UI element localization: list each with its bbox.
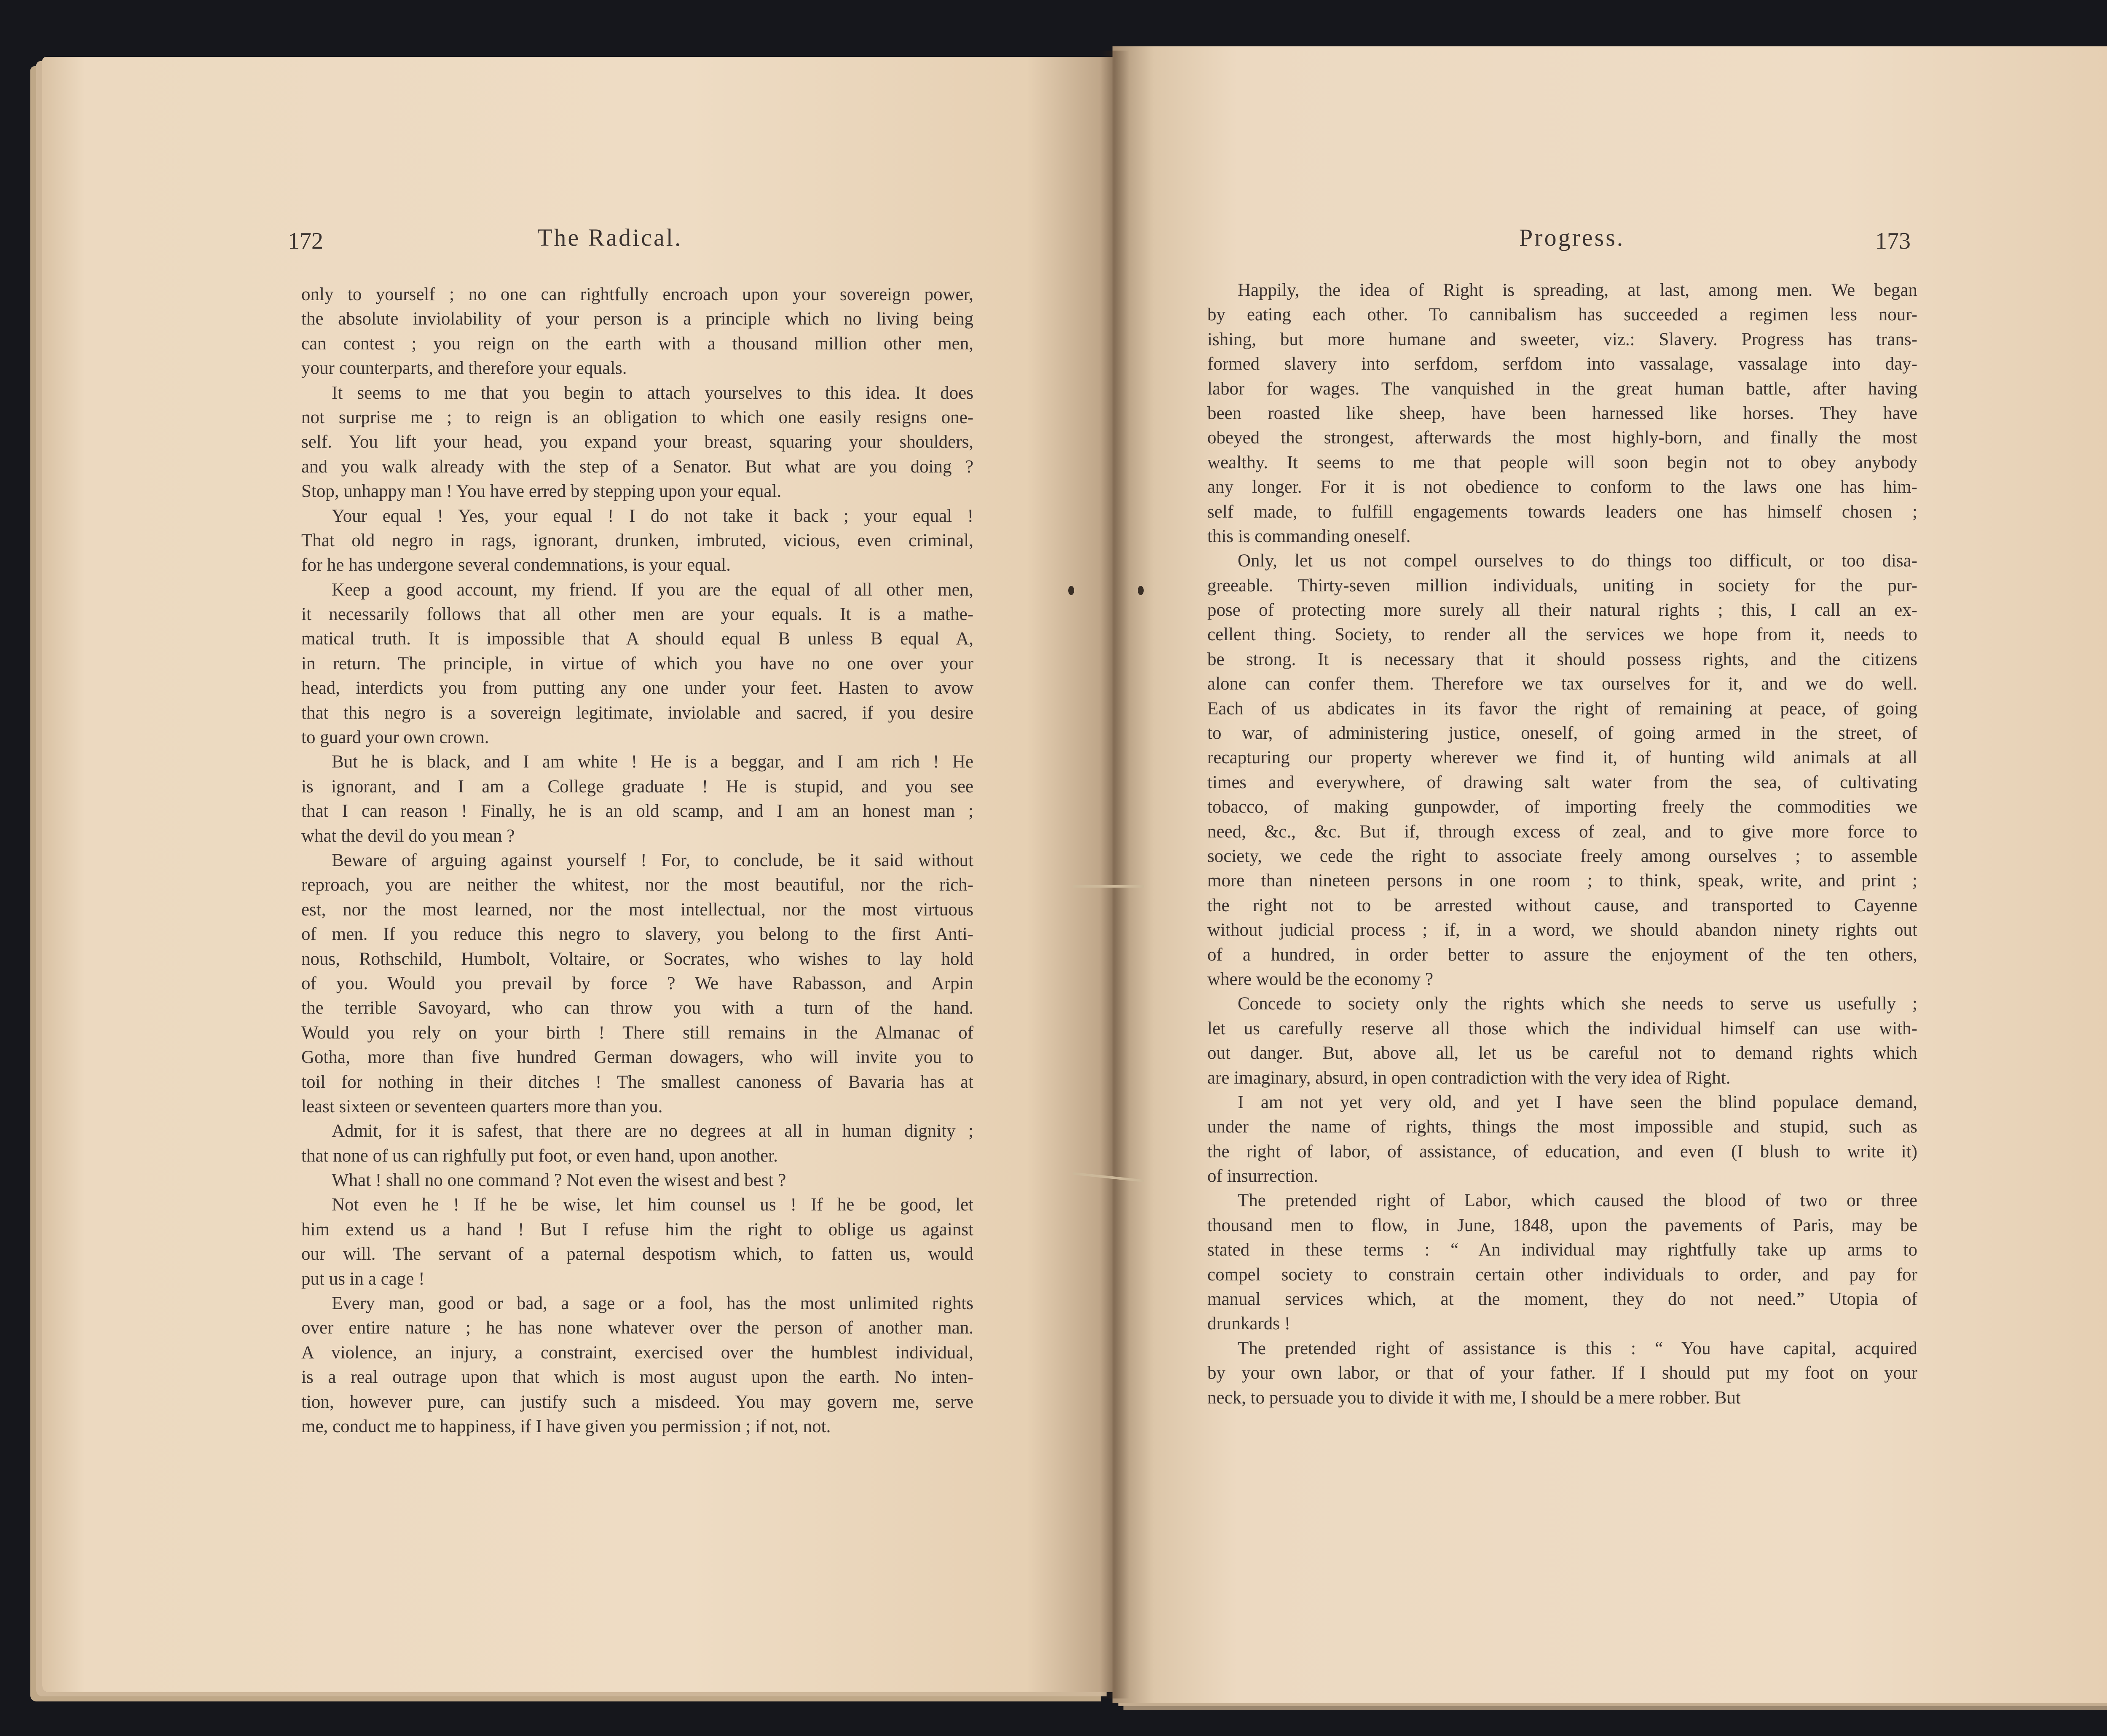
text-line: society, we cede the right to associate freely among ourselves ; to assemble [1207,846,1917,866]
text-line: wealthy. It seems to me that people will soon begin not to obey anybody [1207,452,1917,472]
text-line: is a real outrage upon that which is most august upon the earth. No inten- [301,1367,973,1387]
text-line: the right not to be arrested without cause, and transported to Cayenne [1207,895,1917,915]
text-line: what the devil do you mean ? [301,826,515,846]
text-line: ishing, but more humane and sweeter, viz.: Slavery. Progress has trans- [1207,329,1917,349]
text-line: Only, let us not compel ourselves to do things too difficult, or too disa- [1238,551,1917,571]
text-line: Happily, the idea of Right is spreading, at last, among men. We began [1238,280,1917,300]
text-line: recapturing our property wherever we find it, of hunting wild animals at all [1207,748,1917,768]
paragraph [301,750,973,848]
binding-thread [1072,885,1144,888]
paragraph [1207,278,1917,549]
text-line: more than nineteen persons in one room ; to think, speak, write, and print ; [1207,871,1917,891]
text-line: est, nor the most learned, nor the most intellectual, nor the most virtuous [301,899,973,920]
text-line: over entire nature ; he has none whatever over the person of another man. [301,1318,973,1338]
paragraph [301,282,973,381]
text-line: least sixteen or seventeen quarters more than you. [301,1096,663,1116]
right-page-body [1207,278,1917,1410]
text-line: drunkards ! [1207,1314,1291,1334]
text-line: What ! shall no one command ? Not even the wisest and best ? [332,1170,786,1191]
text-line: the absolute inviolability of your person is a principle which no living being [301,309,973,329]
text-line: let us carefully reserve all those which the individual himself can use with- [1207,1018,1917,1038]
text-line: Not even he ! If he be wise, let him counsel us ! If he be good, let [332,1195,973,1215]
text-line: me, conduct me to happiness, if I have given you permission ; if not, not. [301,1416,831,1436]
sewing-hole [1068,586,1074,595]
paragraph [1207,1336,1917,1410]
text-line: The pretended right of Labor, which caused the blood of two or three [1238,1191,1917,1211]
text-line: it necessarily follows that all other men are your equals. It is a mathe- [301,604,973,625]
text-line: obeyed the strongest, afterwards the most highly-born, and finally the most [1207,428,1917,448]
text-line: greeable. Thirty-seven million individuals, uniting in society for the pur- [1207,575,1917,596]
text-line: that none of us can righfully put foot, or even hand, upon another. [301,1146,778,1166]
text-line: head, interdicts you from putting any one under your feet. Hasten to avow [301,678,973,698]
text-line: are imaginary, absurd, in open contradiction with the very idea of Right. [1207,1068,1731,1088]
text-line: be strong. It is necessary that it should possess rights, and the citizens [1207,649,1917,669]
book-gutter [1100,51,1129,1698]
text-line: put us in a cage ! [301,1269,425,1289]
text-line: Admit, for it is safest, that there are no degrees at all in human dignity ; [332,1121,973,1141]
text-line: Would you rely on your birth ! There still remains in the Almanac of [301,1022,973,1043]
text-line: of you. Would you prevail by force ? We have Rabasson, and Arpin [301,973,973,993]
text-line: the right of labor, of assistance, of education, and even (I blush to write it) [1207,1141,1917,1162]
text-line: of men. If you reduce this negro to slavery, you belong to the first Anti- [301,924,973,944]
text-line: this is commanding oneself. [1207,526,1411,546]
paragraph [301,1291,973,1439]
text-line: your counterparts, and therefore your equals. [301,358,627,378]
text-line: I am not yet very old, and yet I have seen the blind populace demand, [1238,1092,1917,1112]
text-line: toil for nothing in their ditches ! The smallest canoness of Bavaria has at [301,1072,973,1092]
running-head-right: Progress. [1519,224,1625,251]
paragraph [301,848,973,1119]
text-line: The pretended right of assistance is this : “ You have capital, acquired [1238,1338,1917,1358]
text-line: any longer. For it is not obedience to conform to the laws one has him- [1207,477,1917,497]
paragraph [1207,1090,1917,1189]
text-line: is ignorant, and I am a College graduate ! He is stupid, and you see [301,776,973,797]
text-line: self made, to fulfill engagements towards leaders one has himself chosen ; [1207,502,1917,522]
text-line: reproach, you are neither the whitest, nor the most beautiful, nor the rich- [301,875,973,895]
paragraph [301,381,973,504]
text-line: neck, to persuade you to divide it with me, I should be a mere robber. But [1207,1387,1741,1408]
text-line: cellent thing. Society, to render all the services we hope from it, needs to [1207,625,1917,645]
sewing-hole [1138,586,1144,595]
text-line: Keep a good account, my friend. If you are the equal of all other men, [332,580,973,600]
text-line: thousand men to flow, in June, 1848, upon the pavements of Paris, may be [1207,1215,1917,1235]
text-line: A violence, an injury, a constraint, exercised over the humblest individual, [301,1342,973,1363]
text-line: compel society to constrain certain other individuals to order, and pay for [1207,1264,1917,1285]
paragraph [301,1119,973,1168]
text-line: self. You lift your head, you expand your breast, squaring your shoulders, [301,432,973,452]
text-line: and you walk already with the step of a Senator. But what are you doing ? [301,456,973,477]
text-line: nous, Rothschild, Humbolt, Voltaire, or Socrates, who wishes to lay hold [301,949,973,969]
text-line: under the name of rights, things the most impossible and stupid, such as [1207,1117,1917,1137]
text-line: only to yourself ; no one can rightfully encroach upon your sovereign power, [301,284,973,304]
text-line: of insurrection. [1207,1166,1318,1186]
text-line: of a hundred, in order better to assure the enjoyment of the ten others, [1207,944,1917,965]
page-number-left: 172 [288,228,323,254]
paragraph [1207,549,1917,992]
paragraph [301,504,973,578]
text-line: that this negro is a sovereign legitimate, inviolable and sacred, if you desire [301,703,973,723]
text-line: formed slavery into serfdom, serfdom into vassalage, vassalage into day- [1207,354,1917,374]
text-line: not surprise me ; to reign is an obligation to which one easily resigns one- [301,407,973,427]
text-line: matical truth. It is impossible that A should equal B unless B equal A, [301,629,973,649]
text-line: It seems to me that you begin to attach yourselves to this idea. It does [332,383,973,403]
text-line: without judicial process ; if, in a word, we should abandon ninety rights out [1207,920,1917,940]
text-line: the terrible Savoyard, who can throw you with a turn of the hand. [301,998,973,1018]
paragraph [1207,992,1917,1090]
paragraph [301,578,973,750]
text-line: out danger. But, above all, let us be careful not to demand rights which [1207,1043,1917,1063]
paragraph [1207,1189,1917,1336]
text-line: But he is black, and I am white ! He is a beggar, and I am rich ! He [332,752,973,772]
text-line: can contest ; you reign on the earth with a thousand million other men, [301,333,973,354]
text-line: Every man, good or bad, a sage or a fool, has the most unlimited rights [332,1293,973,1314]
text-line: Stop, unhappy man ! You have erred by stepping upon your equal. [301,481,782,502]
text-line: our will. The servant of a paternal despotism which, to fatten us, would [301,1244,973,1264]
text-line: been roasted like sheep, have been harnessed like horses. They have [1207,403,1917,423]
text-line: to war, of administering justice, oneself, of going armed in the street, of [1207,723,1917,743]
text-line: That old negro in rags, ignorant, drunken, imbruted, vicious, even criminal, [301,530,973,550]
text-line: for he has undergone several condemnations, is your equal. [301,555,731,575]
text-line: pose of protecting more surely all their natural rights ; this, I call an ex- [1207,600,1917,620]
text-line: tobacco, of making gunpowder, of importing freely the commodities we [1207,797,1917,817]
text-line: Concede to society only the rights which she needs to serve us usefully ; [1238,994,1917,1014]
text-line: that I can reason ! Finally, he is an old scamp, and I am an honest man ; [301,801,973,821]
paragraph [301,1168,973,1193]
text-line: need, &c., &c. But if, through excess of zeal, and to give more force to [1207,821,1917,842]
text-line: Each of us abdicates in its favor the right of remaining at peace, of going [1207,698,1917,719]
text-line: by your own labor, or that of your father. If I should put my foot on your [1207,1363,1917,1383]
running-head-left: The Radical. [537,224,683,251]
text-line: manual services which, at the moment, they do not need.” Utopia of [1207,1289,1917,1309]
text-line: times and everywhere, of drawing salt water from the sea, of cultivating [1207,772,1917,792]
text-line: by eating each other. To cannibalism has succeeded a regimen less nour- [1207,305,1917,325]
text-line: alone can confer them. Therefore we tax ourselves for it, and we do well. [1207,674,1917,694]
page-number-right: 173 [1875,228,1911,254]
text-line: Beware of arguing against yourself ! For, to conclude, be it said without [332,850,973,870]
text-line: stated in these terms : “ An individual may rightfully take up arms to [1207,1240,1917,1260]
text-line: him extend us a hand ! But I refuse him the right to oblige us against [301,1219,973,1240]
text-line: Your equal ! Yes, your equal ! I do not take it back ; your equal ! [332,506,973,526]
paragraph [301,1193,973,1291]
text-line: labor for wages. The vanquished in the great human battle, after having [1207,378,1917,399]
text-line: Gotha, more than five hundred German dowagers, who will invite you to [301,1047,973,1068]
left-page-body [301,282,973,1439]
text-line: in return. The principle, in virtue of which you have no one over your [301,653,973,673]
text-line: tion, however pure, can justify such a misdeed. You may govern me, serve [301,1392,973,1412]
text-line: where would be the economy ? [1207,969,1434,989]
text-line: to guard your own crown. [301,727,489,748]
